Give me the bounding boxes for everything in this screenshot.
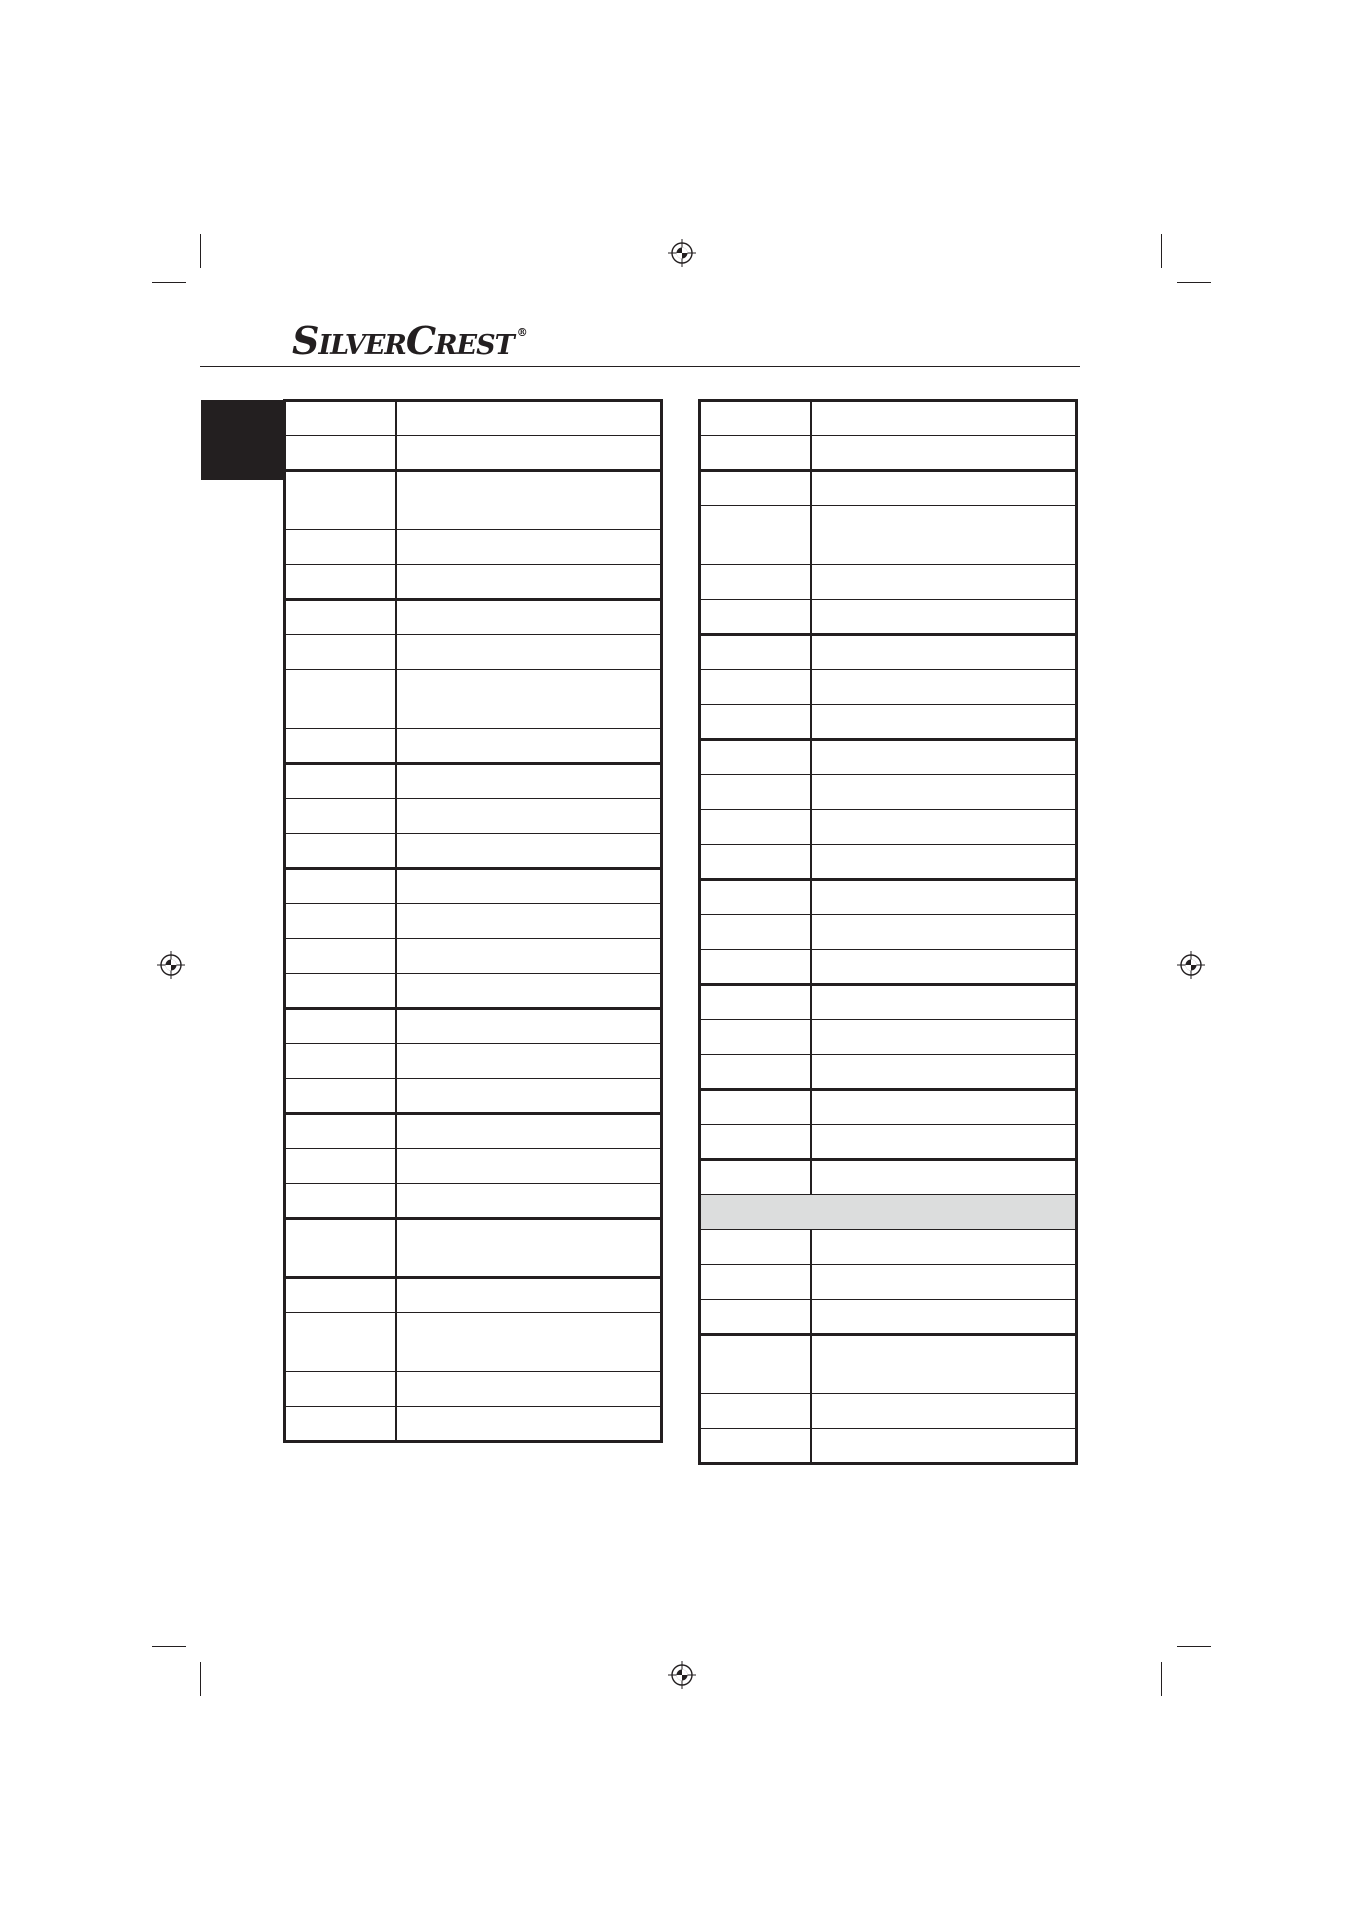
table-row	[285, 530, 662, 565]
name-cell	[396, 834, 662, 869]
logo-initial-s: S	[292, 318, 319, 363]
table-row	[285, 1184, 662, 1219]
name-cell	[396, 530, 662, 565]
table-row	[285, 600, 662, 635]
name-cell	[396, 565, 662, 600]
name-cell	[811, 565, 1077, 600]
name-cell	[396, 670, 662, 729]
name-cell	[396, 1149, 662, 1184]
code-cell	[700, 401, 811, 436]
table-row	[285, 1372, 662, 1407]
code-cell	[285, 764, 396, 799]
table-row	[285, 869, 662, 904]
code-cell	[285, 1184, 396, 1219]
table-row	[285, 729, 662, 764]
code-cell	[285, 729, 396, 764]
table-row	[700, 600, 1077, 635]
table-row	[700, 471, 1077, 506]
code-cell	[285, 635, 396, 670]
name-cell	[811, 1335, 1077, 1394]
code-cell	[285, 1313, 396, 1372]
code-cell	[285, 471, 396, 530]
registration-mark-left-icon	[156, 950, 186, 980]
section-heading-cell	[700, 1195, 1077, 1230]
name-cell	[811, 1090, 1077, 1125]
name-cell	[396, 471, 662, 530]
code-cell	[700, 1394, 811, 1429]
table-row	[700, 950, 1077, 985]
code-cell	[285, 565, 396, 600]
code-cell	[285, 530, 396, 565]
name-cell	[396, 869, 662, 904]
table-row	[700, 1055, 1077, 1090]
code-cell	[700, 775, 811, 810]
code-cell	[285, 1079, 396, 1114]
left-code-table	[283, 399, 663, 1443]
name-cell	[811, 775, 1077, 810]
code-cell	[700, 705, 811, 740]
name-cell	[396, 436, 662, 471]
code-cell	[700, 565, 811, 600]
table-row	[700, 845, 1077, 880]
code-cell	[700, 985, 811, 1020]
table-row	[700, 705, 1077, 740]
table-row	[285, 436, 662, 471]
name-cell	[811, 1394, 1077, 1429]
code-cell	[285, 670, 396, 729]
name-cell	[811, 810, 1077, 845]
code-cell	[700, 1020, 811, 1055]
name-cell	[396, 1044, 662, 1079]
name-cell	[396, 729, 662, 764]
code-cell	[285, 1114, 396, 1149]
table-row	[700, 1020, 1077, 1055]
table-row	[700, 1230, 1077, 1265]
table-row	[700, 670, 1077, 705]
name-cell	[396, 1313, 662, 1372]
table-row	[285, 471, 662, 530]
name-cell	[396, 1219, 662, 1278]
name-cell	[811, 436, 1077, 471]
code-cell	[700, 1125, 811, 1160]
table-row	[285, 401, 662, 436]
code-cell	[700, 1429, 811, 1464]
code-cell	[700, 600, 811, 635]
code-cell	[285, 1278, 396, 1313]
code-cell	[700, 950, 811, 985]
code-cell	[700, 1230, 811, 1265]
name-cell	[396, 1407, 662, 1442]
table-row	[700, 506, 1077, 565]
table-row	[700, 635, 1077, 670]
crop-mark-bottom-left-vertical	[200, 1662, 201, 1696]
name-cell	[811, 705, 1077, 740]
table-row	[285, 670, 662, 729]
name-cell	[811, 670, 1077, 705]
table-row	[700, 1125, 1077, 1160]
table-row	[700, 740, 1077, 775]
table-row	[285, 1407, 662, 1442]
registered-trademark-symbol: ®	[516, 326, 527, 339]
code-cell	[285, 1407, 396, 1442]
code-cell	[700, 1335, 811, 1394]
name-cell	[811, 471, 1077, 506]
table-row	[700, 810, 1077, 845]
table-row	[285, 565, 662, 600]
header-rule	[200, 366, 1080, 367]
name-cell	[396, 974, 662, 1009]
logo-text-ilver: ILVER	[318, 330, 406, 361]
code-cell	[700, 1055, 811, 1090]
name-cell	[396, 635, 662, 670]
name-cell	[396, 1114, 662, 1149]
name-cell	[811, 950, 1077, 985]
code-cell	[285, 401, 396, 436]
name-cell	[811, 1020, 1077, 1055]
crop-mark-bottom-left-horizontal	[152, 1646, 186, 1647]
crop-mark-top-right-horizontal	[1177, 282, 1211, 283]
table-row	[700, 401, 1077, 436]
code-cell	[700, 1265, 811, 1300]
table-row	[700, 1160, 1077, 1195]
table-row	[285, 1079, 662, 1114]
name-cell	[811, 1055, 1077, 1090]
code-cell	[285, 1149, 396, 1184]
name-cell	[811, 1230, 1077, 1265]
table-row	[285, 1114, 662, 1149]
name-cell	[396, 1184, 662, 1219]
logo-initial-c: C	[405, 318, 436, 363]
code-cell	[700, 880, 811, 915]
table-row	[700, 1090, 1077, 1125]
table-row	[285, 1009, 662, 1044]
name-cell	[811, 600, 1077, 635]
code-cell	[285, 834, 396, 869]
table-row	[285, 764, 662, 799]
table-row	[700, 775, 1077, 810]
code-cell	[700, 506, 811, 565]
table-row	[285, 1219, 662, 1278]
crop-mark-bottom-right-vertical	[1161, 1662, 1162, 1696]
table-row	[700, 1335, 1077, 1394]
table-row	[700, 1265, 1077, 1300]
code-cell	[700, 635, 811, 670]
name-cell	[396, 764, 662, 799]
name-cell	[811, 740, 1077, 775]
table-row	[285, 635, 662, 670]
name-cell	[396, 1079, 662, 1114]
crop-mark-top-left-vertical	[200, 234, 201, 268]
crop-mark-top-left-horizontal	[152, 282, 186, 283]
name-cell	[396, 1278, 662, 1313]
table-row	[700, 985, 1077, 1020]
name-cell	[811, 1125, 1077, 1160]
code-cell	[285, 600, 396, 635]
name-cell	[811, 1300, 1077, 1335]
table-row	[285, 904, 662, 939]
table-row	[700, 1394, 1077, 1429]
code-cell	[285, 869, 396, 904]
name-cell	[396, 401, 662, 436]
name-cell	[396, 939, 662, 974]
name-cell	[811, 1160, 1077, 1195]
code-cell	[285, 1009, 396, 1044]
code-cell	[285, 799, 396, 834]
name-cell	[811, 1265, 1077, 1300]
table-row	[285, 974, 662, 1009]
code-cell	[700, 915, 811, 950]
code-cell	[700, 1300, 811, 1335]
code-cell	[285, 939, 396, 974]
table-row	[285, 834, 662, 869]
table-row	[285, 1278, 662, 1313]
table-row	[700, 880, 1077, 915]
name-cell	[811, 401, 1077, 436]
code-cell	[700, 1160, 811, 1195]
right-code-table	[698, 399, 1078, 1465]
code-cell	[700, 471, 811, 506]
name-cell	[396, 799, 662, 834]
code-cell	[700, 845, 811, 880]
crop-mark-bottom-right-horizontal	[1177, 1646, 1211, 1647]
brand-logo	[292, 318, 527, 362]
code-cell	[700, 670, 811, 705]
table-row	[700, 1195, 1077, 1230]
registration-mark-top-icon	[667, 238, 697, 268]
code-cell	[285, 1044, 396, 1079]
code-cell	[285, 436, 396, 471]
name-cell	[811, 985, 1077, 1020]
registration-mark-bottom-icon	[667, 1660, 697, 1690]
code-cell	[285, 904, 396, 939]
table-row	[700, 1429, 1077, 1464]
table-row	[700, 436, 1077, 471]
code-cell	[700, 810, 811, 845]
name-cell	[396, 904, 662, 939]
code-cell	[285, 974, 396, 1009]
name-cell	[811, 635, 1077, 670]
table-row	[700, 1300, 1077, 1335]
table-row	[285, 939, 662, 974]
name-cell	[811, 915, 1077, 950]
name-cell	[811, 845, 1077, 880]
table-row	[285, 1149, 662, 1184]
table-row	[700, 915, 1077, 950]
code-cell	[285, 1372, 396, 1407]
table-row	[700, 565, 1077, 600]
name-cell	[811, 1429, 1077, 1464]
name-cell	[811, 506, 1077, 565]
name-cell	[811, 880, 1077, 915]
code-cell	[700, 1090, 811, 1125]
crop-mark-top-right-vertical	[1161, 234, 1162, 268]
table-row	[285, 1313, 662, 1372]
table-row	[285, 1044, 662, 1079]
logo-text-rest: REST	[435, 330, 514, 361]
name-cell	[396, 600, 662, 635]
code-cell	[700, 740, 811, 775]
table-row	[285, 799, 662, 834]
name-cell	[396, 1009, 662, 1044]
name-cell	[396, 1372, 662, 1407]
code-cell	[700, 436, 811, 471]
code-cell	[285, 1219, 396, 1278]
language-tab-marker	[201, 400, 284, 480]
registration-mark-right-icon	[1176, 950, 1206, 980]
